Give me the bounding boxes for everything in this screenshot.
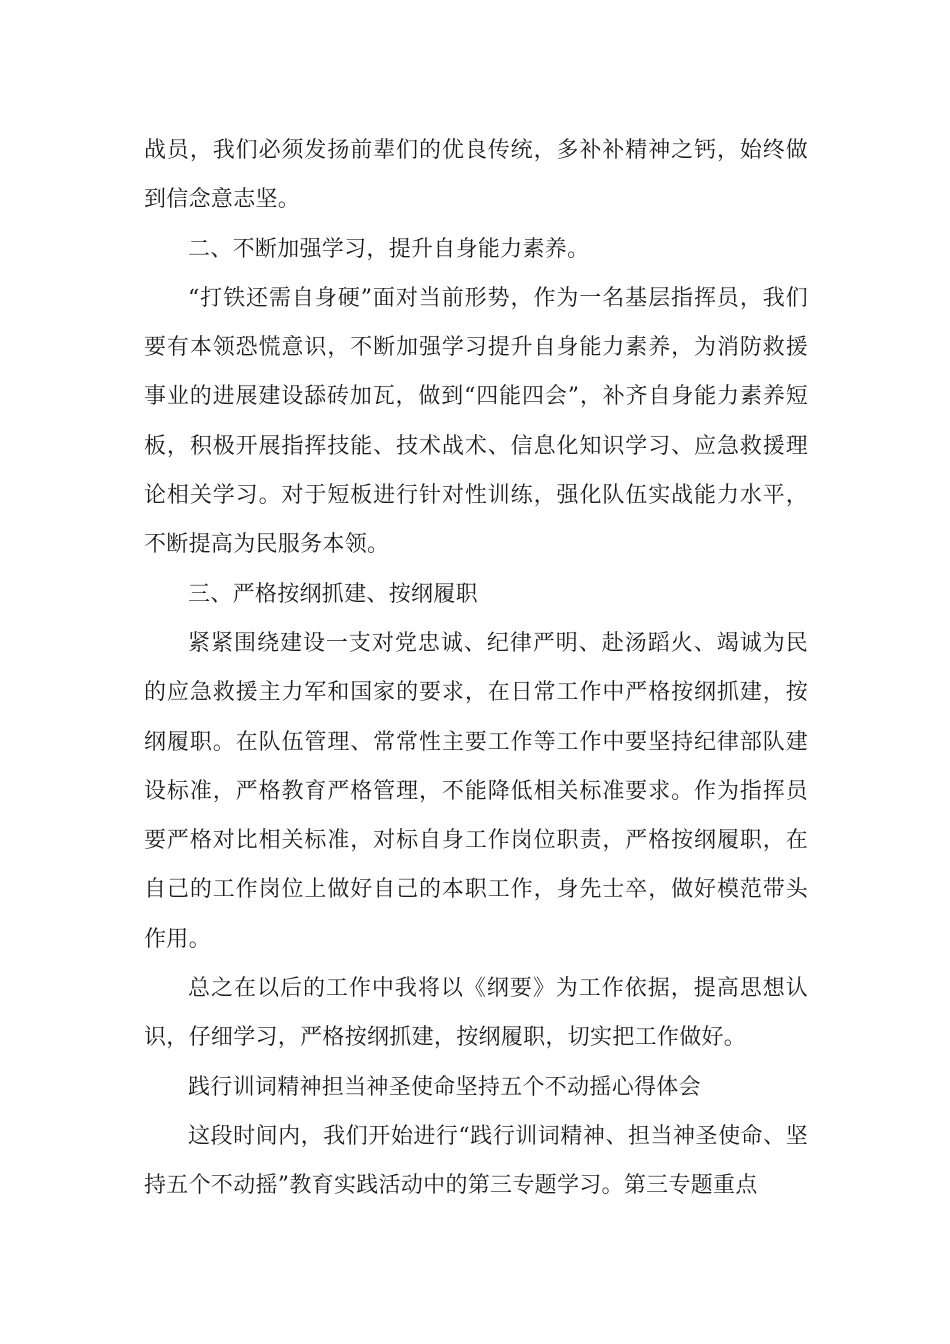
paragraph-intro: 这段时间内，我们开始进行“践行训词精神、担当神圣使命、坚持五个不动摇”教育实践活动中的第三专题学习。第三专题重点 — [144, 1123, 808, 1199]
section-heading-two: 二、不断加强学习，提升自身能力素养。 — [188, 236, 590, 262]
article-title: 践行训词精神担当神圣使命坚持五个不动摇心得体会 — [188, 1074, 701, 1100]
paragraph-self-improvement: “打铁还需自身硬”面对当前形势，作为一名基层指挥员，我们要有本领恐慌意识，不断加强学习提升自身能力素养，为消防救援事业的进展建设舔砖加瓦，做到“四能四会”，补齐自身能力素养短板，积极开展指挥技能、技术战术、信息化知识学习、应急救援理论相关学习。对于短板进行针对性训练，强化队伍实战能力水平，不断提高为民服务本领。 — [144, 285, 808, 558]
paragraph-continuation: 战员，我们必须发扬前辈们的优良传统，多补补精神之钙，始终做到信念意志坚。 — [144, 138, 808, 213]
paragraph-conclusion: 总之在以后的工作中我将以《纲要》为工作依据，提高思想认识，仔细学习，严格按纲抓建，按纲履职，切实把工作做好。 — [144, 976, 808, 1051]
paragraph-discipline: 紧紧围绕建设一支对党忠诚、纪律严明、赴汤蹈火、竭诚为民的应急救援主力军和国家的要求，在日常工作中严格按纲抓建，按纲履职。在队伍管理、常常性主要工作等工作中要坚持纪律部队建设标准，严格教育严格管理，不能降低相关标准要求。作为指挥员要严格对比相关标准，对标自身工作岗位职责，严格按纲履职，在自己的工作岗位上做好自己的本职工作，身先士卒，做好模范带头作用。 — [144, 630, 808, 952]
document-body — [144, 126, 808, 1211]
section-heading-three: 三、严格按纲抓建、按纲履职 — [188, 581, 478, 607]
